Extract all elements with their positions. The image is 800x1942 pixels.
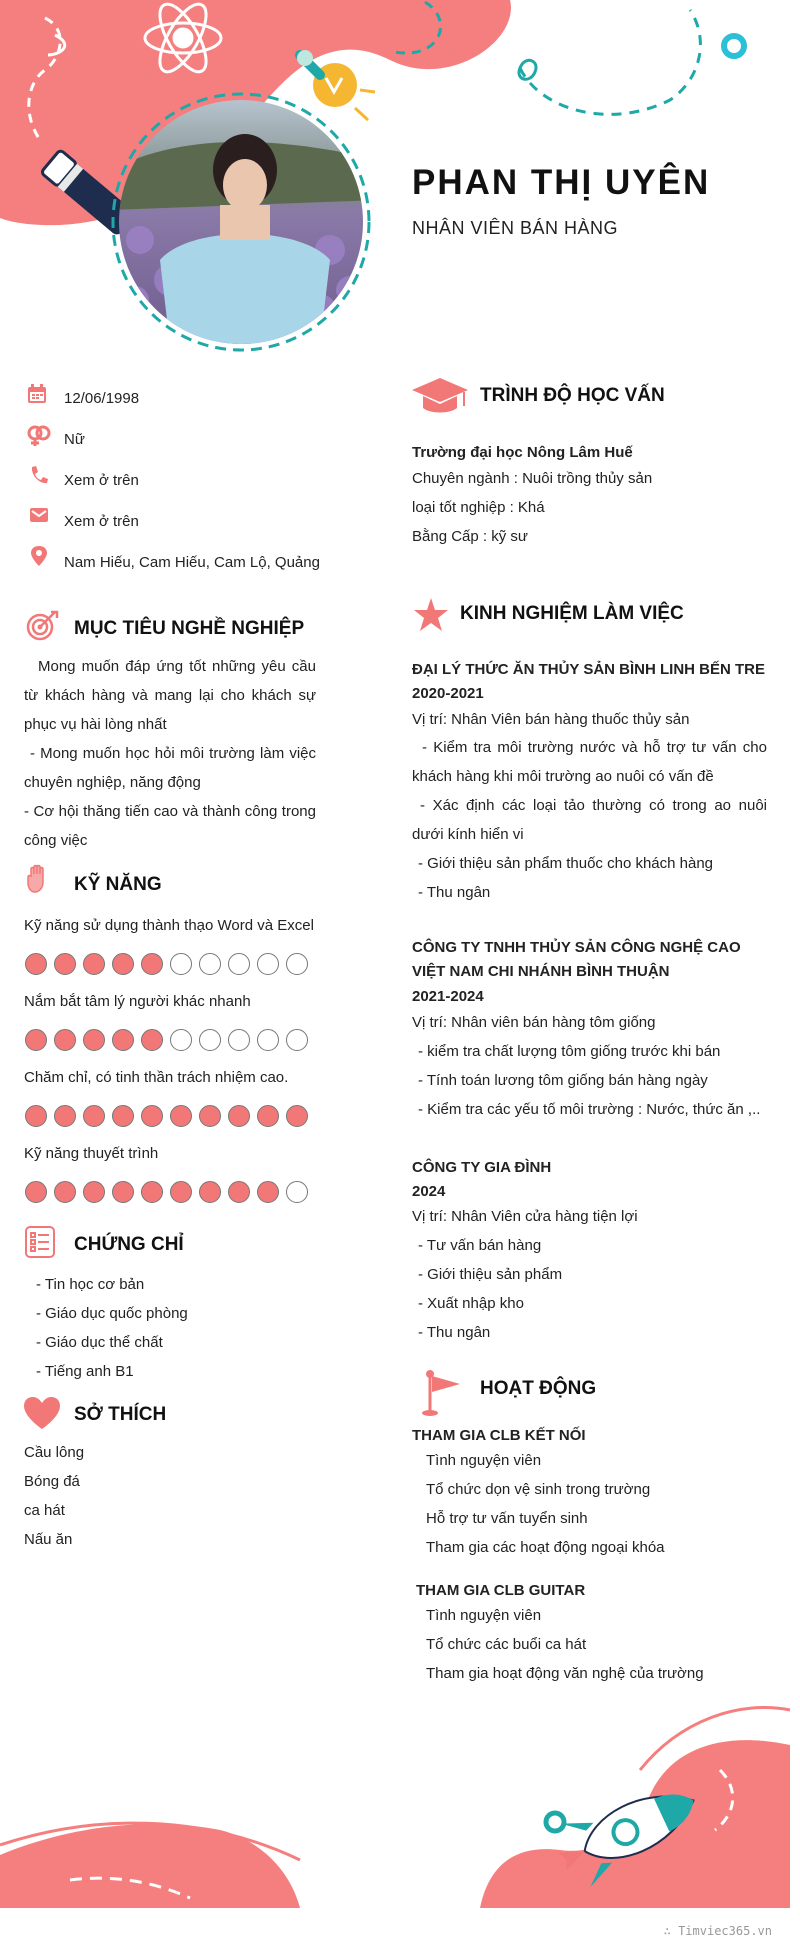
gender-text: Nữ — [64, 430, 85, 448]
hobby-item: Cầu lông — [24, 1444, 85, 1461]
rating-dot-empty — [286, 953, 308, 975]
activities-title: HOẠT ĐỘNG — [480, 1378, 597, 1399]
rating-dot-filled — [25, 953, 47, 975]
watermark: ∴ Timviec365.vn — [663, 1924, 772, 1938]
activity-item: Tổ chức các buổi ca hát — [426, 1636, 587, 1653]
rating-dot-filled — [199, 1105, 221, 1127]
rating-dot-filled — [112, 1181, 134, 1203]
certificate-item: - Tiếng anh B1 — [36, 1363, 134, 1380]
candidate-role: NHÂN VIÊN BÁN HÀNG — [412, 218, 619, 238]
hand-icon — [28, 866, 43, 893]
rating-dot-filled — [83, 1105, 105, 1127]
rating-dot-empty — [286, 1181, 308, 1203]
hobby-item: Nấu ăn — [24, 1531, 73, 1548]
heart-icon — [24, 1397, 60, 1429]
candidate-name: PHAN THỊ UYÊN — [412, 163, 711, 202]
objective-p1: Mong muốn đáp ứng tốt những yêu cầu từ khách hàng và mang lại cho khách sự phục vụ hài lòng nhất — [24, 658, 316, 733]
checklist-icon — [26, 1227, 54, 1257]
birthday-text: 12/06/1998 — [64, 389, 140, 407]
activity-group-name: THAM GIA CLB KẾT NỐI — [412, 1427, 586, 1444]
flag-icon — [422, 1370, 460, 1416]
skill-rating — [25, 953, 308, 975]
certificate-item: - Giáo dục thể chất — [36, 1334, 163, 1351]
job1-duty: - Kiểm tra môi trường nước và hỗ trợ tư vấn cho khách hàng khi môi trường ao nuôi có vấn đề — [412, 739, 767, 785]
job1-duties — [412, 733, 767, 907]
rating-dot-filled — [25, 1029, 47, 1051]
gender-icon — [29, 427, 49, 446]
rating-dot-empty — [199, 953, 221, 975]
certificates-title: CHỨNG CHỈ — [74, 1234, 184, 1255]
rating-dot-filled — [141, 953, 163, 975]
skill-label: Kỹ năng thuyết trình — [24, 1145, 159, 1162]
job1-period: 2020-2021 — [412, 685, 484, 702]
activity-group-name: THAM GIA CLB GUITAR — [416, 1582, 586, 1599]
rating-dot-empty — [170, 953, 192, 975]
rating-dot-filled — [141, 1029, 163, 1051]
objective-title: MỤC TIÊU NGHỀ NGHIỆP — [74, 618, 305, 639]
job3-duty: - Giới thiệu sản phẩm — [418, 1266, 563, 1283]
rating-dot-filled — [170, 1105, 192, 1127]
certificate-item: - Tin học cơ bản — [36, 1276, 145, 1293]
rating-dot-filled — [199, 1181, 221, 1203]
hobbies-title: SỞ THÍCH — [74, 1404, 167, 1425]
job3-company: CÔNG TY GIA ĐÌNH — [412, 1159, 552, 1176]
rating-dot-filled — [112, 1105, 134, 1127]
skills-title: KỸ NĂNG — [74, 874, 162, 895]
job3-duty: - Tư vấn bán hàng — [418, 1237, 542, 1254]
address-text: Nam Hiếu, Cam Hiếu, Cam Lộ, Quảng — [64, 553, 320, 571]
target-icon — [28, 612, 57, 639]
hobby-item: Bóng đá — [24, 1473, 80, 1490]
rating-dot-filled — [228, 1105, 250, 1127]
rating-dot-filled — [112, 1029, 134, 1051]
skill-label: Nắm bắt tâm lý người khác nhanh — [24, 993, 251, 1010]
certificate-item: - Giáo dục quốc phòng — [36, 1305, 188, 1322]
bottom-left-blob — [0, 1824, 300, 1908]
job2-duty: - Tính toán lương tôm giống bán hàng ngày — [418, 1072, 708, 1089]
job1-duty: - Thu ngân — [418, 884, 491, 901]
job2-company: CÔNG TY TNHH THỦY SẢN CÔNG NGHỆ CAO VIỆT NAM CHI NHÁNH BÌNH THUẬN — [412, 939, 741, 980]
rating-dot-empty — [228, 1029, 250, 1051]
star-icon — [414, 598, 448, 631]
job2-duty: - kiểm tra chất lượng tôm giống trước khi bán — [418, 1043, 721, 1060]
rating-dot-filled — [257, 1181, 279, 1203]
activity-item: Tham gia các hoạt động ngoại khóa — [426, 1539, 665, 1556]
graduation-cap-icon — [412, 378, 468, 413]
objective-text — [24, 652, 316, 855]
rating-dot-empty — [228, 953, 250, 975]
activity-item: Tổ chức dọn vệ sinh trong trường — [426, 1481, 651, 1498]
education-degree: Bằng Cấp : kỹ sư — [412, 528, 528, 545]
rating-dot-filled — [54, 1029, 76, 1051]
job2-position: Vị trí: Nhân viên bán hàng tôm giống — [412, 1014, 656, 1031]
rating-dot-filled — [141, 1105, 163, 1127]
job1-duty: - Giới thiệu sản phẩm thuốc cho khách hàng — [418, 855, 714, 872]
skill-label: Chăm chỉ, có tinh thần trách nhiệm cao. — [24, 1069, 289, 1086]
objective-p2: - Mong muốn học hỏi môi trường làm việc chuyên nghiệp, năng động — [24, 745, 316, 791]
rating-dot-filled — [257, 1105, 279, 1127]
rating-dot-filled — [170, 1181, 192, 1203]
calendar-icon — [28, 384, 46, 403]
job1-company: ĐẠI LÝ THỨC ĂN THỦY SẢN BÌNH LINH BẾN TRE — [412, 661, 766, 678]
job1-duty: - Xác định các loại tảo thường có trong ao nuôi dưới kính hiển vi — [412, 797, 767, 843]
rating-dot-filled — [54, 953, 76, 975]
skill-rating — [25, 1181, 308, 1203]
rating-dot-filled — [228, 1181, 250, 1203]
rating-dot-filled — [54, 1105, 76, 1127]
experience-title: KINH NGHIỆM LÀM VIỆC — [460, 603, 684, 624]
education-school: Trường đại học Nông Lâm Huế — [412, 444, 633, 461]
activity-item: Tình nguyện viên — [426, 1607, 542, 1624]
phone-icon — [32, 466, 48, 483]
skill-rating — [25, 1029, 308, 1051]
job3-duty: - Thu ngân — [418, 1324, 491, 1341]
lightbulb-icon — [297, 50, 375, 120]
activity-item: Hỗ trợ tư vấn tuyển sinh — [426, 1510, 588, 1527]
rating-dot-filled — [83, 953, 105, 975]
job3-position: Vị trí: Nhân Viên cửa hàng tiện lợi — [412, 1208, 638, 1225]
rating-dot-empty — [199, 1029, 221, 1051]
rating-dot-empty — [286, 1029, 308, 1051]
phone-text: Xem ở trên — [64, 471, 139, 489]
rating-dot-filled — [83, 1029, 105, 1051]
rating-dot-empty — [170, 1029, 192, 1051]
rating-dot-empty — [257, 1029, 279, 1051]
activity-item: Tình nguyện viên — [426, 1452, 542, 1469]
job2-duty: - Kiểm tra các yếu tố môi trường : Nước, thức ăn ,.. — [418, 1101, 761, 1118]
rating-dot-filled — [83, 1181, 105, 1203]
job2-period: 2021-2024 — [412, 988, 484, 1005]
location-icon — [31, 546, 47, 566]
education-title: TRÌNH ĐỘ HỌC VẤN — [480, 385, 665, 406]
hobby-item: ca hát — [24, 1502, 65, 1519]
activity-item: Tham gia hoạt động văn nghệ của trường — [426, 1665, 704, 1682]
job1-position: Vị trí: Nhân Viên bán hàng thuốc thủy sản — [412, 711, 690, 728]
education-major: Chuyên ngành : Nuôi trồng thủy sản — [412, 470, 653, 487]
education-grade: loại tốt nghiệp : Khá — [412, 499, 545, 516]
mail-icon — [30, 508, 48, 522]
skill-rating — [25, 1105, 308, 1127]
skill-label: Kỹ năng sử dụng thành thạo Word và Excel — [24, 917, 314, 934]
rating-dot-filled — [25, 1181, 47, 1203]
rating-dot-filled — [54, 1181, 76, 1203]
rating-dot-filled — [112, 953, 134, 975]
rating-dot-filled — [25, 1105, 47, 1127]
rating-dot-filled — [141, 1181, 163, 1203]
job3-duty: - Xuất nhập kho — [418, 1295, 524, 1312]
job3-period: 2024 — [412, 1183, 446, 1200]
rating-dot-filled — [286, 1105, 308, 1127]
rating-dot-empty — [257, 953, 279, 975]
email-text: Xem ở trên — [64, 512, 139, 530]
objective-p3: - Cơ hội thăng tiến cao và thành công trong công việc — [24, 803, 316, 849]
